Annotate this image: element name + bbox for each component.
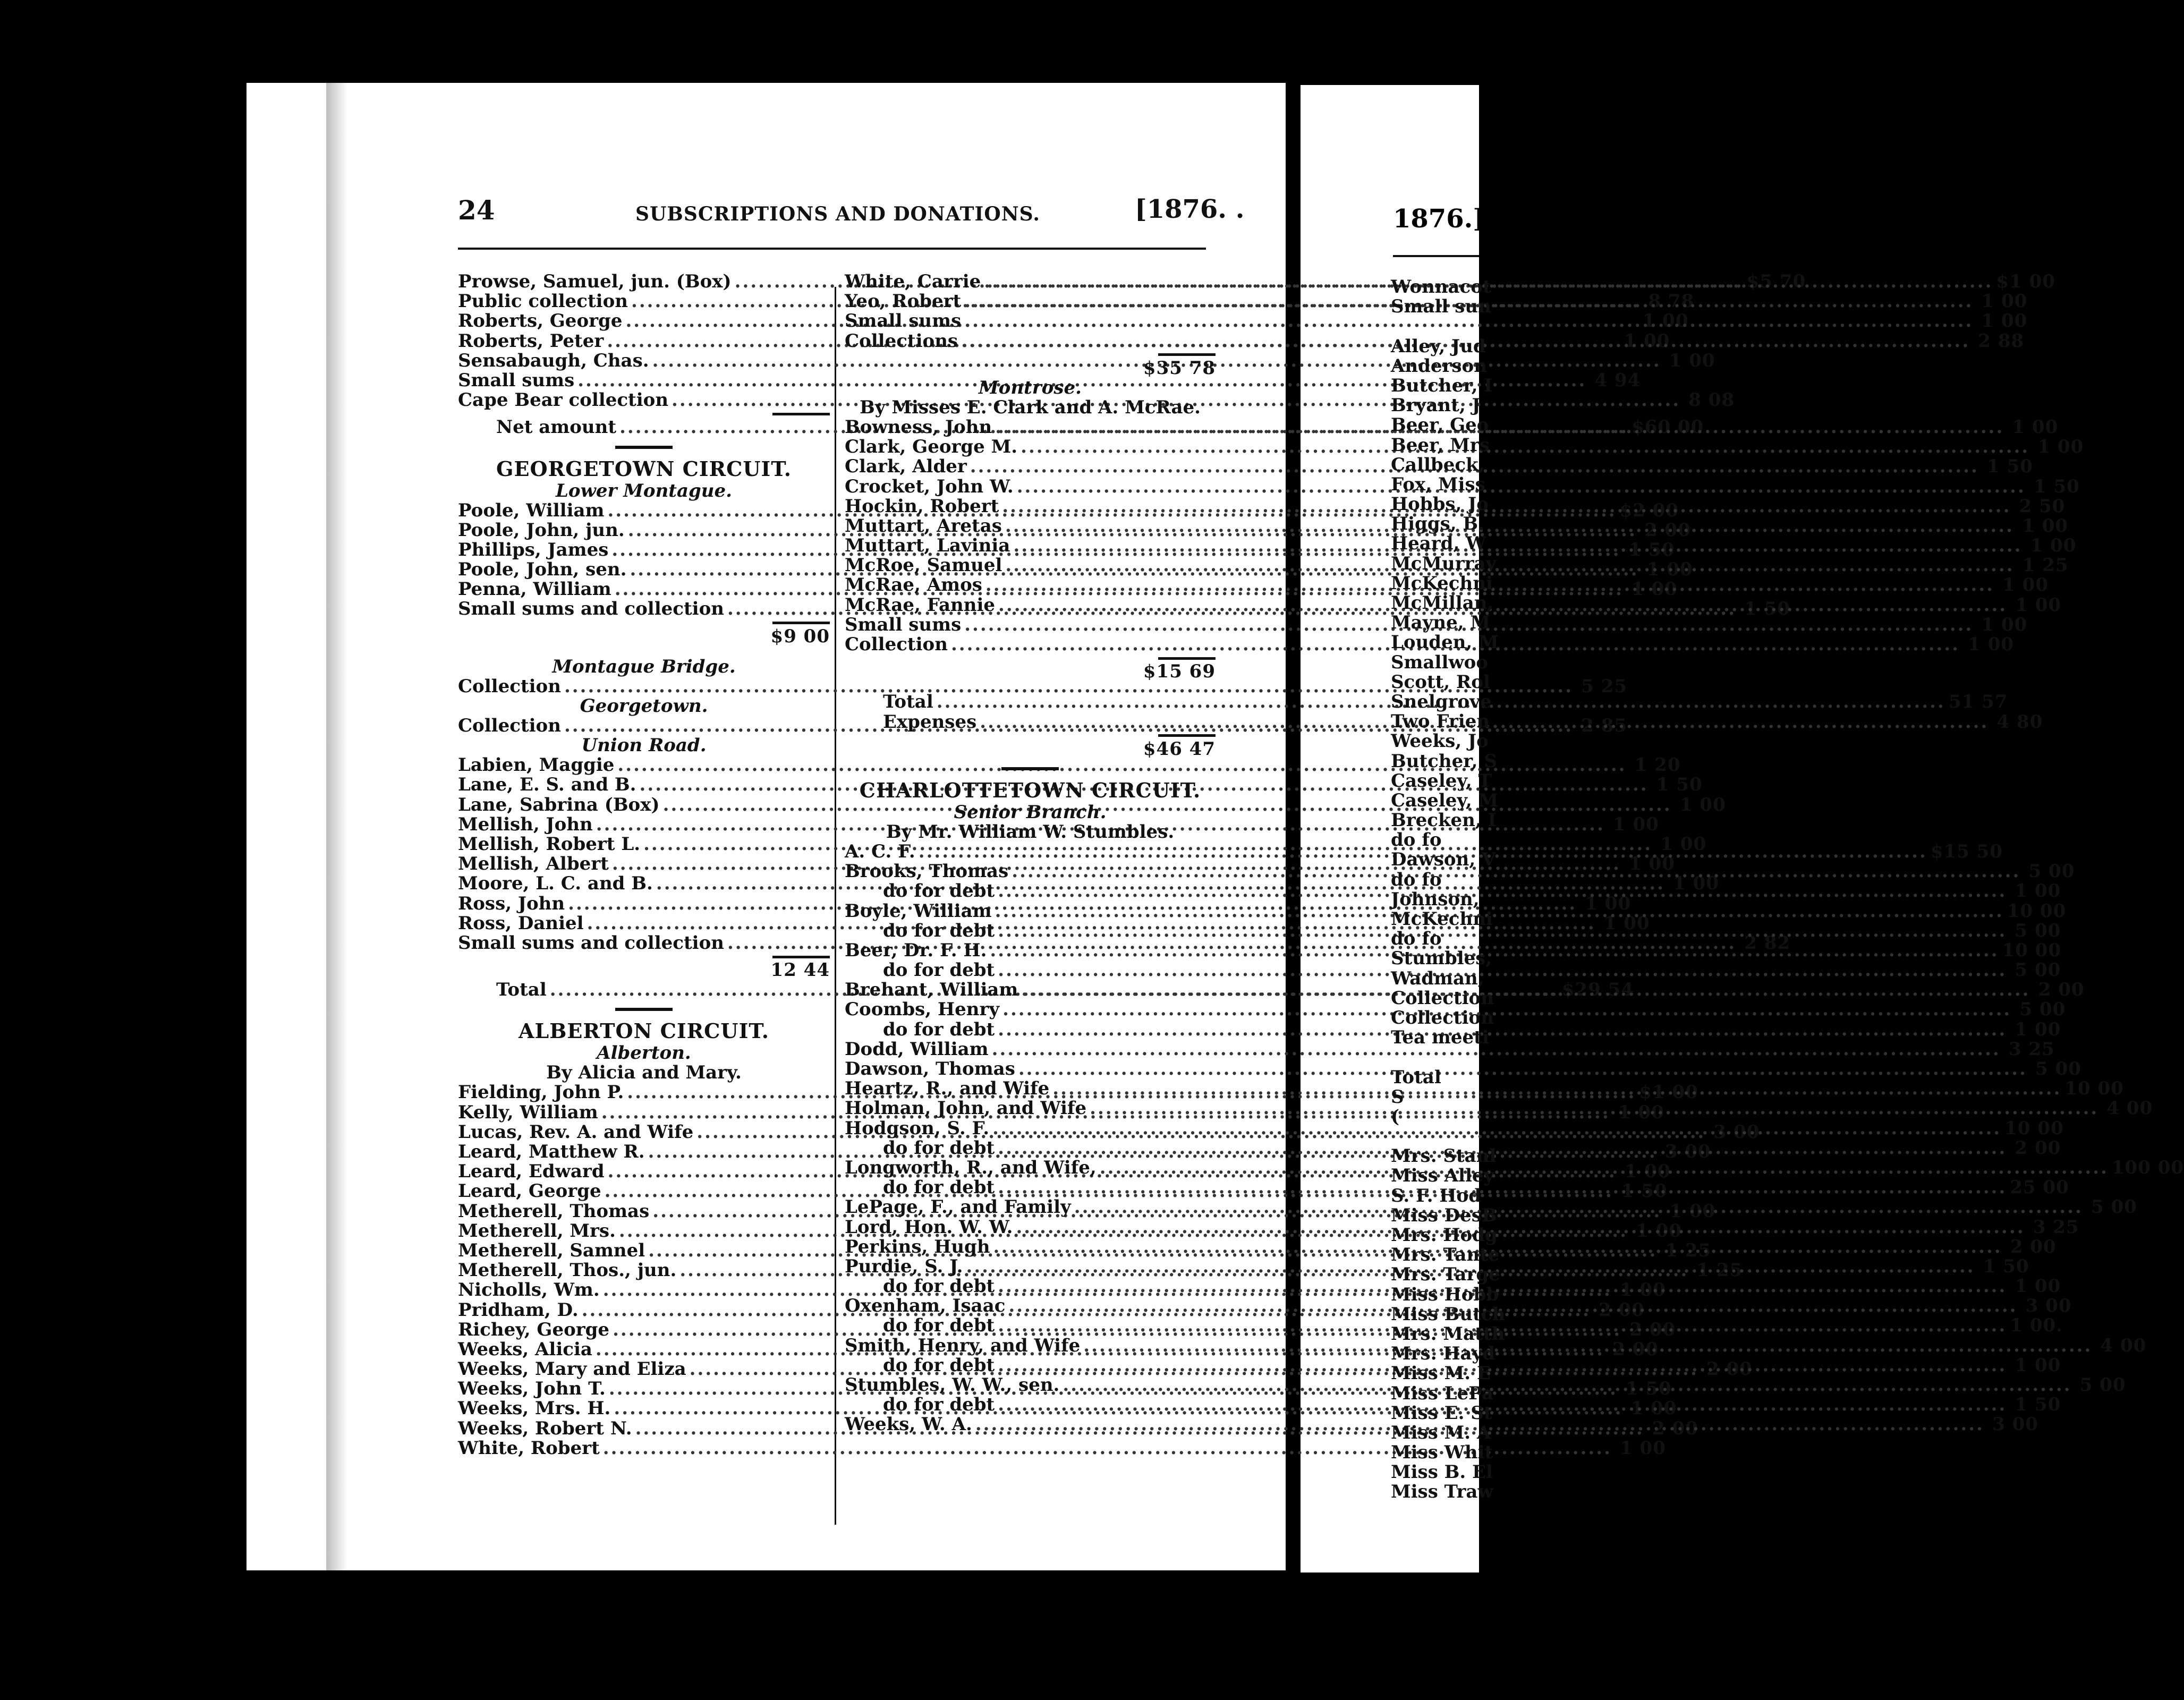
entry-amount: 1 25: [1665, 1239, 1712, 1261]
entry-name: Small sums: [458, 369, 575, 391]
entry-amount: 1 00: [2015, 880, 2061, 902]
entry-name: do for debt: [883, 1276, 995, 1297]
entry-name: Kelly, William: [458, 1101, 598, 1123]
alberton-subheading: Alberton.: [597, 1042, 691, 1064]
entry-name: Bowness, John: [845, 416, 992, 438]
entry-amount: 1 00: [1981, 310, 2028, 332]
fragment-line: Two Frien: [1391, 711, 1490, 733]
entry-amount: $1 00: [1996, 271, 2055, 292]
entry-name: do for debt: [883, 1018, 995, 1040]
entry-name: Fielding, John P.: [458, 1082, 624, 1103]
entry-amount: 1 25: [2022, 555, 2069, 576]
entry-name: Richey, George: [458, 1319, 610, 1340]
entry-name: Prowse, Samuel, jun. (Box): [458, 271, 732, 292]
fragment-line: Wadman,: [1391, 967, 1484, 989]
entry-amount: 3 00: [1713, 1121, 1760, 1143]
fragment-line: S. F. Hod: [1391, 1185, 1481, 1206]
entry-name: Small sums and collection: [458, 932, 724, 954]
entry-amount: 1 00: [1618, 1101, 1664, 1123]
subtotal: $15 69: [1143, 661, 1216, 683]
montrose-by-line: By Misses E. Clark and A. McRae.: [860, 396, 1201, 418]
fragment-line: Higgs, B.: [1391, 513, 1484, 535]
entry-name: Nicholls, Wm.: [458, 1279, 600, 1301]
fragment-line: Miss Whit: [1391, 1442, 1493, 1464]
entry-amount: 1 50: [1744, 598, 1791, 620]
fragment-line: McMillan,: [1391, 592, 1494, 614]
fragment-line: Mrs. Hodg: [1391, 1225, 1498, 1246]
entry-name: Roberts, George: [458, 310, 623, 332]
fragment-line: Beer, Mrs: [1391, 434, 1490, 456]
fragment-line: Mrs. Matth: [1391, 1323, 1505, 1345]
fragment-line: Anderson: [1391, 355, 1487, 377]
entry-amount: 1 00: [1669, 1200, 1716, 1222]
fragment-line: do fo: [1391, 869, 1442, 890]
entry-amount: 2 00: [1652, 1417, 1698, 1439]
entry-name: do for debt: [883, 920, 995, 941]
entry-amount: 2 00: [1629, 1319, 1676, 1340]
entry-amount: 5 00: [2079, 1374, 2126, 1396]
entry-amount: 8 08: [1688, 389, 1735, 411]
entry-amount: 1 00: [2030, 535, 2077, 557]
entry-name: McRae, Fannie: [845, 594, 996, 616]
total-row: Total ..... $29 54: [458, 980, 830, 1000]
entry-name: do for debt: [883, 1177, 995, 1198]
entry-name: Ross, John: [458, 892, 565, 914]
entry-name: Poole, John, sen.: [458, 559, 627, 581]
entry-name: Cape Bear collection: [458, 389, 669, 411]
entry-amount: 5 00: [2015, 959, 2061, 981]
total-row: Total ..... 51 57: [845, 692, 1216, 712]
alberton-by-line: By Alicia and Mary.: [546, 1062, 742, 1084]
entry-amount: 5 00: [2035, 1058, 2081, 1080]
subtotal: 12 44: [770, 959, 830, 981]
entry-amount: 2 00: [1645, 519, 1691, 541]
entry-name: Small sums: [845, 614, 962, 635]
fragment-line: Collection: [1391, 1007, 1494, 1028]
entry-amount: 1 50: [1983, 1255, 2029, 1277]
entry-amount: 5 00: [2019, 999, 2066, 1021]
entry-name: Poole, John, jun.: [458, 519, 625, 541]
entry-amount: 1 00: [2012, 416, 2059, 438]
entry-amount: 4 00: [2106, 1098, 2153, 1119]
fragment-line: Small sun: [1391, 296, 1491, 318]
entry-name: Labien, Maggie: [458, 754, 615, 776]
entry-name: Weeks, Mrs. H.: [458, 1398, 611, 1420]
entry-name: Metherell, Mrs.: [458, 1220, 616, 1242]
entry-name: Lane, Sabrina (Box): [458, 794, 660, 815]
fragment-line: Butcher, I: [1391, 375, 1493, 396]
entry-amount: 5 00: [2091, 1196, 2137, 1218]
next-page-fragment: [1391, 276, 1506, 1503]
entry-name: Mellish, John: [458, 813, 593, 835]
fragment-line: Weeks, Jo: [1391, 730, 1489, 752]
fragment-line: Miss Traw: [1391, 1481, 1493, 1503]
year-right: 1876.]: [1393, 204, 1485, 234]
entry-amount: 3 00: [1664, 1141, 1711, 1162]
fragment-line: Caseley, T: [1391, 770, 1492, 792]
fragment-line: (: [1391, 1106, 1400, 1127]
net-amount-row: Net amount ..... $60 00: [458, 418, 830, 437]
entry-amount: 1 00: [1981, 614, 2028, 635]
entry-amount: 1 00: [1585, 892, 1631, 914]
fragment-line: Miss M. E: [1391, 1363, 1491, 1384]
entry-name: Leard, George: [458, 1180, 601, 1202]
fragment-line: Butcher, S: [1391, 750, 1497, 772]
running-title: SUBSCRIPTIONS AND DONATIONS.: [635, 203, 1040, 225]
entry-name: Muttart, Aretas: [845, 515, 1002, 537]
lower-montague-subheading: Lower Montague.: [556, 480, 732, 502]
entry-name: Phillips, James: [458, 539, 609, 560]
entry-name: Longworth, R., and Wife,: [845, 1157, 1097, 1178]
entry-amount: 1 00: [1679, 794, 1726, 815]
georgetown-heading: GEORGETOWN CIRCUIT.: [496, 456, 792, 481]
entry-name: Dawson, Thomas: [845, 1058, 1015, 1080]
entry-amount: 1 00: [1629, 853, 1675, 875]
fragment-line: Fox, Miss: [1391, 473, 1485, 495]
entry-name: Lane, E. S. and B.: [458, 774, 636, 796]
alberton-heading: ALBERTON CIRCUIT.: [519, 1019, 769, 1043]
binding-shadow: [326, 83, 347, 1570]
fragment-line: Smallwoo: [1391, 651, 1489, 673]
entry-name: Brooks, Thomas: [845, 861, 1009, 882]
entry-amount: 1 00: [1968, 634, 2015, 655]
fragment-line: Tea meeti: [1391, 1027, 1489, 1049]
entry-name: Yeo, Robert: [845, 291, 962, 312]
entry-name: Crocket, John W.: [845, 475, 1014, 497]
fragment-line: Johnson,: [1391, 888, 1480, 910]
entry-amount: 2 00: [1612, 1338, 1659, 1360]
entry-amount: 1 00: [1624, 330, 1670, 352]
entry-name: McRae, Amos: [845, 574, 982, 596]
entry-amount: 3 00: [1992, 1414, 2038, 1435]
entry-name: Weeks, John T.: [458, 1378, 606, 1400]
fragment-line: Miss B. El: [1391, 1461, 1493, 1483]
entry-amount: 1 25: [1696, 1260, 1743, 1281]
header-rule: [458, 248, 1206, 250]
fragment-line: Callbeck,: [1391, 454, 1485, 475]
list-item: Collection ..... 2 85: [458, 716, 830, 736]
entry-amount: 1 00: [2015, 594, 2062, 616]
entry-name: Small sums: [845, 310, 962, 332]
entry-name: Lord, Hon. W. W.: [845, 1216, 1013, 1238]
union-road-subheading: Union Road.: [581, 735, 707, 756]
fragment-line: Miss Hobb: [1391, 1284, 1499, 1305]
fragment-line: Hobbs, Jo: [1391, 494, 1489, 515]
entry-name: Leard, Edward: [458, 1161, 605, 1183]
entry-amount: 3 25: [2008, 1038, 2055, 1060]
entry-amount: 4 94: [1594, 369, 1641, 391]
entry-amount: 1 50: [1621, 1180, 1668, 1202]
entry-name: Metherell, Samnel: [458, 1239, 645, 1261]
subtotal: $35 78: [1143, 357, 1216, 379]
entry-name: Lucas, Rev. A. and Wife: [458, 1121, 694, 1143]
entry-amount: 1 00: [1620, 1279, 1666, 1301]
montrose-subheading: Montrose.: [979, 377, 1082, 398]
charlottetown-by-line: By Mr. William W. Stumbles.: [886, 821, 1175, 843]
entry-name: Poole, William: [458, 499, 605, 521]
fragment-line: Dawson, V: [1391, 849, 1496, 871]
fragment-line: Caseley, M: [1391, 789, 1499, 811]
entry-amount: 1 50: [1987, 456, 2033, 478]
section-bar: [458, 1000, 830, 1019]
entry-amount: 1 00: [2002, 574, 2049, 596]
entry-amount: 1 50: [2015, 1394, 2061, 1416]
entry-amount: 1 00: [1660, 833, 1707, 855]
entry-amount: 2 00: [2015, 1137, 2061, 1159]
fragment-line: Scott, Rol: [1391, 671, 1490, 693]
entry-amount: 1 50: [1656, 774, 1703, 796]
entry-name: Hockin, Robert: [845, 495, 999, 517]
entry-name: Oxenham, Isaac: [845, 1295, 1006, 1317]
entry-name: McRoe, Samuel: [845, 555, 1002, 576]
entry-name: Public collection: [458, 291, 628, 312]
entry-name: Mellish, Robert L.: [458, 833, 641, 855]
list-item: [845, 310, 2028, 332]
fragment-line: McKechni: [1391, 572, 1493, 594]
entry-amount: 10 00: [2004, 1117, 2064, 1139]
entry-name: Boyle, William: [845, 900, 992, 922]
entry-name: Smith, Henry, and Wife: [845, 1334, 1081, 1356]
fragment-line: Mrs. Tante: [1391, 1244, 1500, 1266]
entry-name: Moore, L. C. and B.: [458, 873, 653, 895]
entry-amount: 2 00: [1706, 1358, 1753, 1380]
entry-amount: $15 50: [1930, 840, 2003, 862]
entry-amount: 1 00: [2022, 515, 2069, 537]
entry-name: Pridham, D.: [458, 1299, 579, 1321]
entry-name: Metherell, Thos., jun.: [458, 1260, 677, 1281]
entry-name: Purdie, S. J.: [845, 1255, 963, 1277]
entry-amount: $1 00: [1639, 1082, 1698, 1103]
fragment-line: Heard, W: [1391, 533, 1486, 555]
entry-amount: 1 50: [1626, 1378, 1672, 1400]
fragment-line: Beer, Geo: [1391, 414, 1489, 436]
section-bar: [845, 759, 1216, 778]
entry-amount: 1 00: [2015, 1018, 2061, 1040]
entry-name: do for debt: [883, 1394, 995, 1416]
entry-amount: 1 00: [1620, 1437, 1666, 1459]
georgetown-subheading: Georgetown.: [580, 695, 708, 717]
entry-amount: 3 00: [2025, 1295, 2072, 1317]
entry-amount: 10 00: [2007, 900, 2067, 922]
entry-amount: 1 20: [1634, 754, 1681, 776]
entry-amount: 1 00: [2015, 1354, 2061, 1376]
entry-amount: 1 00: [1642, 310, 1689, 332]
fragment-line: S: [1391, 1086, 1404, 1108]
entry-amount: 4 00: [2100, 1334, 2147, 1356]
entry-name: do for debt: [883, 880, 995, 902]
senior-branch-subheading: Senior Branch.: [954, 801, 1107, 823]
charlottetown-heading: CHARLOTTETOWN CIRCUIT.: [859, 778, 1201, 802]
fragment-line: [1391, 1048, 1479, 1067]
entry-name: Brehant, William: [845, 979, 1018, 1001]
entry-name: Clark, Alder: [845, 456, 967, 478]
montague-bridge-subheading: Montague Bridge.: [552, 656, 736, 677]
entry-name: Metherell, Thomas: [458, 1200, 650, 1222]
fragment-line: Miss Alley: [1391, 1165, 1494, 1187]
entry-name: A. C. F.: [845, 840, 915, 862]
fragment-line: Snelgrove: [1391, 691, 1492, 712]
entry-name: LePage, F., and Family: [845, 1196, 1071, 1218]
entry-amount: 2 88: [1978, 330, 2025, 352]
entry-amount: 1 00: [1603, 912, 1650, 934]
fragment-line: do fo: [1391, 829, 1442, 851]
fragment-line: Bryant, J: [1391, 395, 1481, 416]
fragment-line: Total: [1391, 1066, 1441, 1088]
fragment-line: [1391, 317, 1479, 336]
entry-amount: 1 00: [1624, 1161, 1671, 1183]
entry-name: Small sums and collection: [458, 598, 724, 620]
entry-name: Ross, Daniel: [458, 912, 584, 934]
fragment-line: Miss E. St: [1391, 1402, 1492, 1424]
entry-amount: 1 50: [1628, 539, 1675, 560]
list-item: [845, 1078, 2124, 1100]
fragment-line: Brecken, I: [1391, 810, 1497, 831]
entry-name: Collections: [845, 330, 958, 352]
entry-amount: 1 00: [2015, 1276, 2061, 1297]
entry-name: Weeks, Mary and Eliza: [458, 1358, 686, 1380]
entry-name: Beer, Dr. F. H.: [845, 939, 987, 961]
entry-name: Penna, William: [458, 579, 611, 600]
year-left: [1876. .: [1135, 194, 1245, 224]
entry-name: White, Robert: [458, 1437, 600, 1459]
subtotal: $9 00: [770, 625, 830, 647]
entry-amount: 10 00: [2002, 939, 2062, 961]
entry-name: Weeks, Robert N.: [458, 1417, 632, 1439]
entry-amount: 1 50: [2034, 475, 2080, 497]
entry-amount: 1 00.: [2010, 1315, 2063, 1337]
entry-amount: 3 25: [2033, 1216, 2079, 1238]
entry-amount: 2 50: [2019, 495, 2066, 517]
entry-name: Clark, George M.: [845, 436, 1018, 458]
header-rule-right: [1393, 255, 1479, 257]
entry-name: Leard, Matthew R.: [458, 1141, 645, 1162]
fragment-line: McMurray: [1391, 552, 1497, 574]
entry-name: Perkins, Hugh: [845, 1236, 990, 1257]
entry-amount: 2 00: [1599, 1299, 1645, 1321]
fragment-line: Mrs. Hayd: [1391, 1343, 1495, 1365]
entry-amount: $5 70: [1746, 271, 1806, 292]
fragment-line: Alley, Jud: [1391, 335, 1486, 357]
entry-name: Holman, John, and Wife: [845, 1098, 1087, 1119]
fragment-line: Miss M. A: [1391, 1422, 1491, 1443]
entry-name: Hodgson, S. F.: [845, 1117, 990, 1139]
entry-name: Roberts, Peter: [458, 330, 604, 352]
entry-amount: 2 00: [2010, 1236, 2056, 1257]
entry-amount: 1 00: [1636, 1220, 1682, 1242]
entry-amount: 1 00: [1981, 291, 2028, 312]
fragment-line: Mrs. Targe: [1391, 1264, 1500, 1286]
entry-amount: 1 00: [1669, 350, 1715, 371]
entry-name: Weeks, Alicia: [458, 1338, 592, 1360]
entry-name: White, Carrie: [845, 271, 981, 292]
entry-amount: 5 00: [2028, 861, 2075, 882]
entry-amount: 2 82: [1744, 932, 1791, 954]
fragment-line: Miss Butch: [1391, 1303, 1506, 1325]
entry-name: Mellish, Albert: [458, 853, 609, 875]
fragment-line: McKechni: [1391, 908, 1493, 930]
fragment-line: Stumbles,: [1391, 948, 1492, 970]
entry-name: do for debt: [883, 959, 995, 981]
fragment-line: Miss LePa: [1391, 1382, 1493, 1404]
entry-amount: 2 00: [2038, 979, 2085, 1001]
fragment-line: Collection: [1391, 987, 1494, 1009]
section-bar: [458, 438, 830, 457]
entry-name: Collection: [845, 634, 948, 655]
fragment-line: Miss DesB: [1391, 1204, 1497, 1226]
entry-name: Stumbles, W. W., sen.: [845, 1374, 1060, 1396]
entry-amount: 1 00: [1613, 813, 1659, 835]
entry-amount: 25 00: [2010, 1177, 2069, 1198]
entry-amount: 1 00: [1646, 559, 1693, 581]
entry-name: Coombs, Henry: [845, 999, 1000, 1021]
entry-name: Sensabaugh, Chas.: [458, 350, 649, 371]
entry-amount: 1 00: [2037, 436, 2084, 458]
entry-name: do for debt: [883, 1354, 995, 1376]
fragment-line: [1391, 1127, 1479, 1146]
entry-amount: 5 00: [2015, 920, 2061, 941]
net-total: $46 47: [1143, 738, 1216, 760]
fragment-line: Mayne, M: [1391, 612, 1491, 634]
entry-name: Dodd, William: [845, 1038, 989, 1060]
entry-amount: 1 00: [1673, 873, 1719, 895]
expenses-row: Expenses ..... 4 80: [845, 712, 1216, 732]
entry-amount: 8 78: [1648, 291, 1695, 312]
entry-amount: 1 00: [1630, 1398, 1677, 1420]
list-item: Collection ..... 5 25: [458, 677, 830, 696]
entry-amount: 1 00: [1631, 579, 1678, 600]
entry-name: Heartz, R., and Wife: [845, 1078, 1050, 1100]
page-number: 24: [458, 194, 495, 226]
entry-name: Muttart, Lavinia: [845, 535, 1010, 557]
fragment-line: do fo: [1391, 928, 1442, 950]
entry-name: Weeks, W. A.: [845, 1414, 972, 1435]
entry-amount: 100 00: [2111, 1157, 2184, 1178]
fragment-line: Wonnacot: [1391, 276, 1491, 298]
entry-name: do for debt: [883, 1137, 995, 1159]
entry-name: do for debt: [883, 1315, 995, 1337]
fragment-line: Louden, M: [1391, 632, 1499, 653]
entry-amount: 10 00: [2064, 1078, 2124, 1100]
fragment-line: Mrs. Stanl: [1391, 1145, 1497, 1167]
entry-amount: $2 00: [1619, 499, 1679, 521]
